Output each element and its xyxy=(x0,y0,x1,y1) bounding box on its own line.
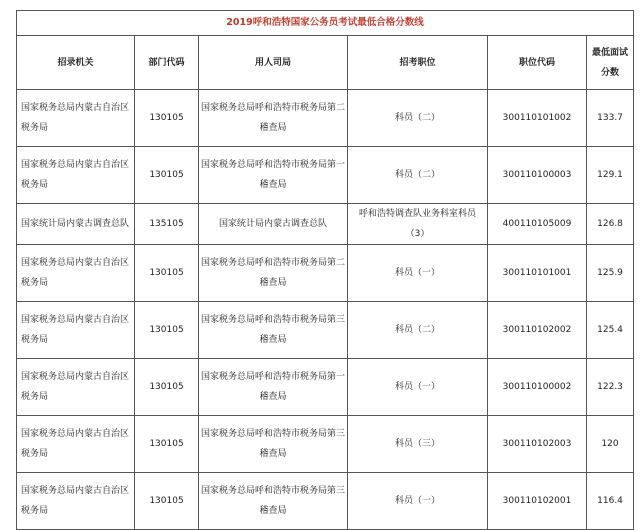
cell-position: 科员（二） xyxy=(348,302,488,359)
header-position-code: 职位代码 xyxy=(488,36,587,90)
score-table-container xyxy=(16,10,633,530)
header-row xyxy=(17,36,634,90)
table-title: 2019呼和浩特国家公务员考试最低合格分数线 xyxy=(17,11,634,36)
table-row xyxy=(17,302,634,359)
cell-position: 科员（二） xyxy=(348,90,488,147)
cell-agency: 国家税务总局内蒙古自治区税务局 xyxy=(17,302,135,359)
cell-min-score: 122.3 xyxy=(587,359,634,416)
header-bureau: 用人司局 xyxy=(199,36,348,90)
cell-min-score: 133.7 xyxy=(587,90,634,147)
cell-bureau: 国家税务总局呼和浩特市税务局第一稽查局 xyxy=(199,147,348,204)
cell-agency: 国家税务总局内蒙古自治区税务局 xyxy=(17,245,135,302)
table-row xyxy=(17,473,634,530)
cell-position-code: 300110100002 xyxy=(488,359,587,416)
cell-min-score: 125.9 xyxy=(587,245,634,302)
cell-agency: 国家税务总局内蒙古自治区税务局 xyxy=(17,90,135,147)
cell-bureau: 国家税务总局呼和浩特市税务局第二稽查局 xyxy=(199,245,348,302)
score-table xyxy=(16,10,634,530)
cell-min-score: 120 xyxy=(587,416,634,473)
cell-agency: 国家税务总局内蒙古自治区税务局 xyxy=(17,147,135,204)
cell-agency: 国家统计局内蒙古调查总队 xyxy=(17,204,135,245)
cell-dept-code: 135105 xyxy=(135,204,199,245)
cell-min-score: 129.1 xyxy=(587,147,634,204)
cell-agency: 国家税务总局内蒙古自治区税务局 xyxy=(17,473,135,530)
header-agency: 招录机关 xyxy=(17,36,135,90)
header-dept-code: 部门代码 xyxy=(135,36,199,90)
cell-position-code: 300110101001 xyxy=(488,245,587,302)
cell-position-code: 400110105009 xyxy=(488,204,587,245)
table-row xyxy=(17,245,634,302)
cell-bureau: 国家统计局内蒙古调查总队 xyxy=(199,204,348,245)
cell-position: 呼和浩特调查队业务科室科员（3） xyxy=(348,204,488,245)
header-position: 招考职位 xyxy=(348,36,488,90)
cell-bureau: 国家税务总局呼和浩特市税务局第三稽查局 xyxy=(199,416,348,473)
cell-agency: 国家税务总局内蒙古自治区税务局 xyxy=(17,359,135,416)
table-row xyxy=(17,204,634,245)
cell-dept-code: 130105 xyxy=(135,473,199,530)
cell-bureau: 国家税务总局呼和浩特市税务局第一稽查局 xyxy=(199,359,348,416)
header-min-score: 最低面试分数 xyxy=(587,36,634,90)
cell-position-code: 300110102002 xyxy=(488,302,587,359)
cell-position: 科员（一） xyxy=(348,359,488,416)
table-row xyxy=(17,416,634,473)
cell-agency: 国家税务总局内蒙古自治区税务局 xyxy=(17,416,135,473)
cell-min-score: 116.4 xyxy=(587,473,634,530)
cell-dept-code: 130105 xyxy=(135,90,199,147)
cell-bureau: 国家税务总局呼和浩特市税务局第三稽查局 xyxy=(199,302,348,359)
cell-dept-code: 130105 xyxy=(135,359,199,416)
cell-position: 科员（二） xyxy=(348,147,488,204)
cell-bureau: 国家税务总局呼和浩特市税务局第二稽查局 xyxy=(199,90,348,147)
cell-bureau: 国家税务总局呼和浩特市税务局第三稽查局 xyxy=(199,473,348,530)
cell-position: 科员（三） xyxy=(348,416,488,473)
table-body xyxy=(17,90,634,530)
table-row xyxy=(17,147,634,204)
cell-position-code: 300110102001 xyxy=(488,473,587,530)
cell-dept-code: 130105 xyxy=(135,245,199,302)
cell-position: 科员（一） xyxy=(348,245,488,302)
table-row xyxy=(17,90,634,147)
cell-dept-code: 130105 xyxy=(135,147,199,204)
cell-position-code: 300110100003 xyxy=(488,147,587,204)
cell-position: 科员（一） xyxy=(348,473,488,530)
cell-position-code: 300110101002 xyxy=(488,90,587,147)
cell-dept-code: 130105 xyxy=(135,416,199,473)
cell-position-code: 300110102003 xyxy=(488,416,587,473)
cell-min-score: 125.4 xyxy=(587,302,634,359)
cell-dept-code: 130105 xyxy=(135,302,199,359)
cell-min-score: 126.8 xyxy=(587,204,634,245)
table-row xyxy=(17,359,634,416)
